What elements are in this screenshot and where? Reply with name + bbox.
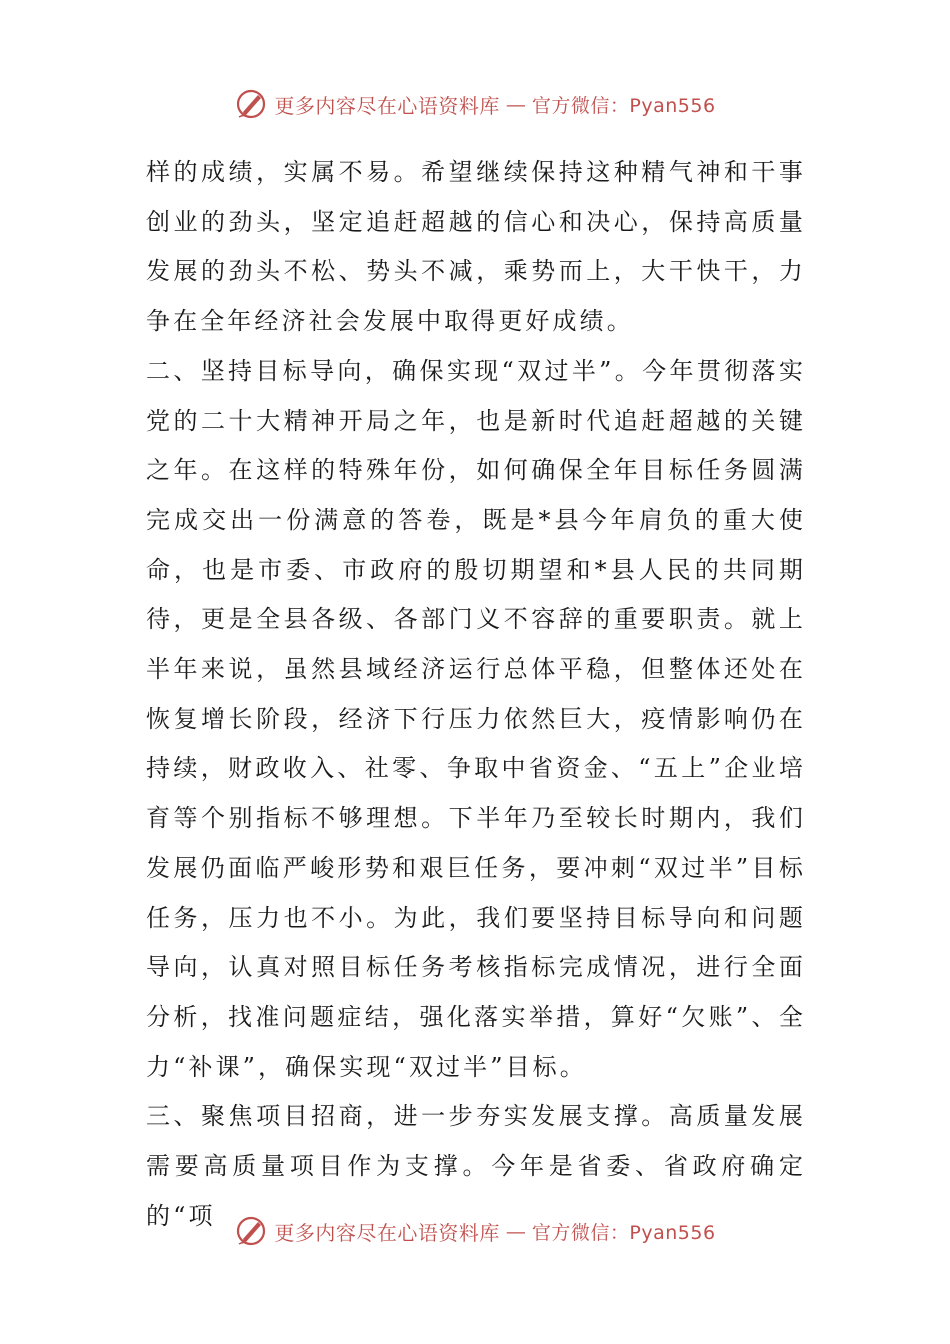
- watermark-separator: —: [505, 1219, 526, 1243]
- watermark-banner-top: [0, 84, 950, 124]
- watermark-contact: 官方微信：Pyan556: [531, 1221, 716, 1244]
- watermark-banner-bottom: [0, 1211, 950, 1251]
- watermark-text: 更多内容尽在心语资料库: [274, 1220, 500, 1245]
- paragraph-section-three: 三、聚焦项目招商，进一步夯实发展支撑。高质量发展需要高质量项目作为支撑。今年是省委、省政府确定的“项: [146, 1102, 806, 1230]
- watermark-separator: —: [505, 92, 526, 116]
- pen-seal-logo-icon: [234, 1214, 268, 1248]
- document-body: [146, 148, 806, 1241]
- watermark-contact: 官方微信：Pyan556: [531, 94, 716, 117]
- watermark-text: 更多内容尽在心语资料库: [274, 93, 500, 118]
- pen-seal-logo-icon: [234, 87, 268, 121]
- paragraph-section-two: 二、坚持目标导向，确保实现“双过半”。今年贯彻落实党的二十大精神开局之年，也是新时代追赶超越的关键之年。在这样的特殊年份，如何确保全年目标任务圆满完成交出一份满意的答卷，既是*县今年肩负的重大使命，也是市委、市政府的殷切期望和*县人民的共同期待，更是全县各级、各部门义不容辞的重要职责。就上半年来说，虽然县域经济运行总体平稳，但整体还处在恢复增长阶段，经济下行压力依然巨大，疫情影响仍在持续，财政收入、社零、争取中省资金、“五上”企业培育等个别指标不够理想。下半年乃至较长时期内，我们发展仍面临严峻形势和艰巨任务，要冲刺“双过半”目标任务，压力也不小。为此，我们要坚持目标导向和问题导向，认真对照目标任务考核指标完成情况，进行全面分析，找准问题症结，强化落实举措，算好“欠账”、全力“补课”，确保实现“双过半”目标。: [146, 356, 806, 1081]
- paragraph-continuation: 样的成绩，实属不易。希望继续保持这种精气神和干事创业的劲头，坚定追赶超越的信心和决心，保持高质量发展的劲头不松、势头不减，乘势而上，大干快干，力争在全年经济社会发展中取得更好成绩。: [146, 158, 806, 336]
